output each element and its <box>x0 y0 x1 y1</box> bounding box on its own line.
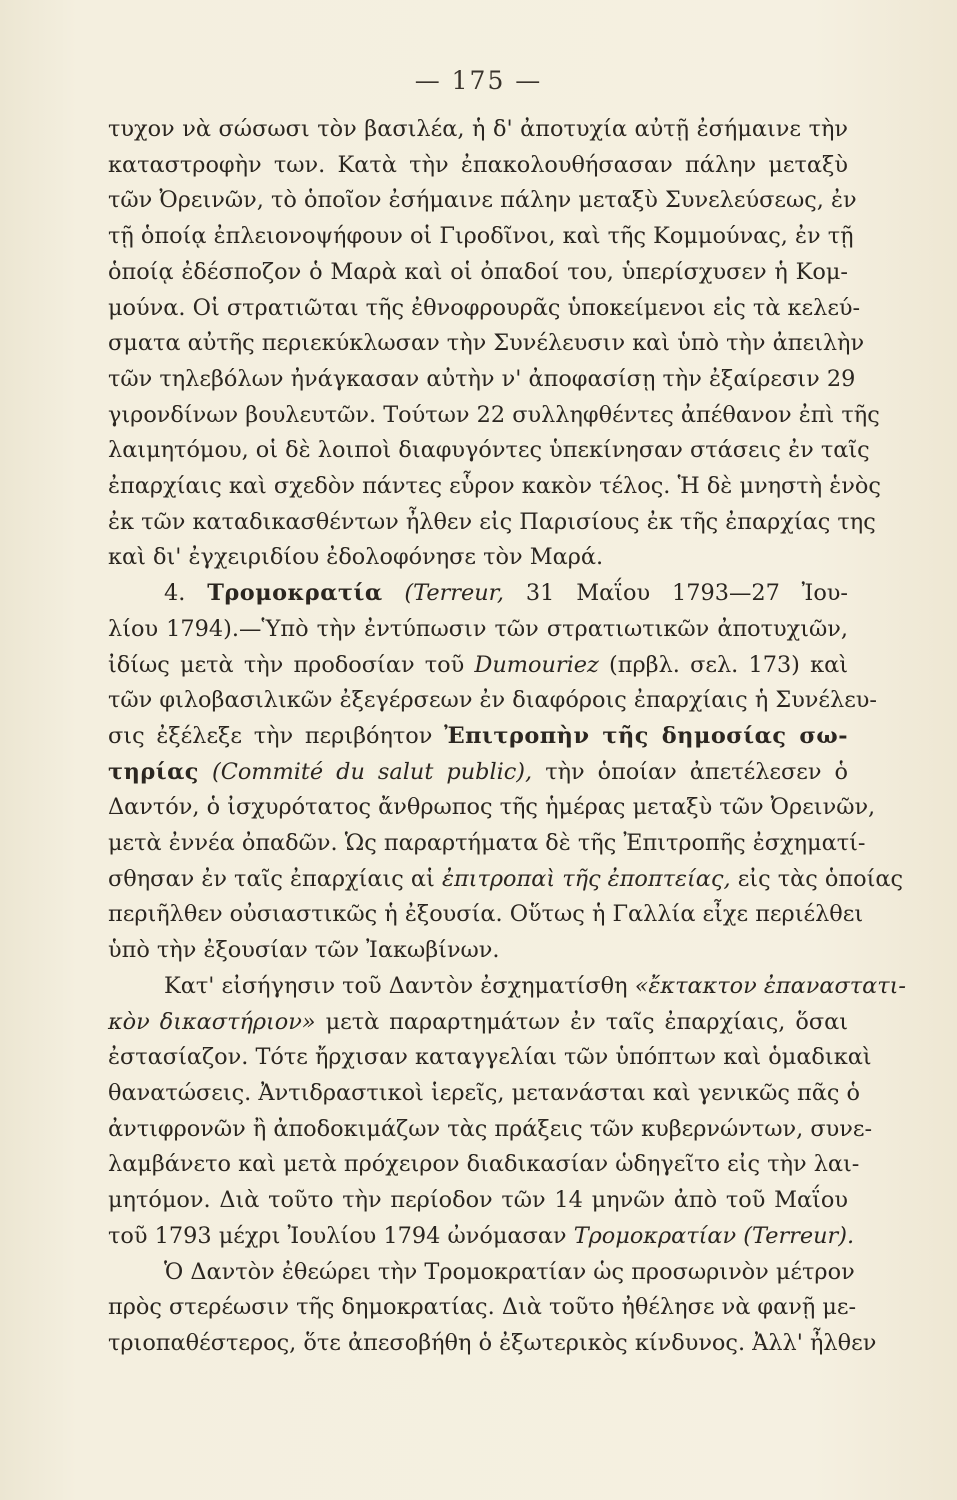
text-line: τῶν φιλοβασιλικῶν ἐξεγέρσεων ἐν διαφόροις ἐπαρχίαις ἡ Συνέλευ- <box>108 687 877 714</box>
text-line: περιῆλθεν οὐσιαστικῶς ἡ ἐξουσία. Οὕτως ἡ Γαλλία εἶχε περιέλθει <box>108 901 864 928</box>
committee-term: Ἐπιτροπὴν τῆς δημοσίας σω- <box>444 722 848 749</box>
text-segment: Κατ' εἰσήγησιν τοῦ Δαντὸν ἐσχηματίσθη <box>164 972 628 999</box>
text-segment: εἰς τὰς ὁποίας <box>737 865 904 892</box>
committee-term-end: τηρίας <box>108 758 199 785</box>
section-heading: Τρομοκρατία <box>207 580 383 607</box>
text-line: λαιμητόμου, οἱ δὲ λοιποὶ διαφυγόντες ὑπεκίνησαν στάσεις ἐν ταῖς <box>108 437 870 464</box>
text-line: τῶν τηλεβόλων ἠνάγκασαν αὐτὴν ν' ἀποφασίσῃ τὴν ἐξαίρεσιν 29 <box>108 365 856 392</box>
text-line: τυχον νὰ σώσωσι τὸν βασιλέα, ἡ δ' ἀποτυχία αὐτῇ ἐσήμαινε τὴν <box>108 116 848 142</box>
text-line: πρὸς στερέωσιν τῆς δημοκρατίας. Διὰ τοῦτο ἠθέλησε νὰ φανῇ με- <box>108 1294 857 1321</box>
text-segment: μετὰ παραρτημάτων ἐν ταῖς ἐπαρχίαις, ὅσαι <box>325 1008 848 1035</box>
committee-french: (Commité du salut public), <box>211 758 533 785</box>
section-dates: 31 Μαΐου 1793—27 Ἰου- <box>525 580 848 607</box>
text-segment: σις ἐξέλεξε τὴν περιβόητον <box>108 722 433 749</box>
text-segment: ἰδίως μετὰ τὴν προδοσίαν τοῦ <box>108 651 465 678</box>
text-line: τριοπαθέστερος, ὅτε ἀπεσοβήθη ὁ ἐξωτερικὸς κίνδυνος. Ἀλλ' ἦλθεν <box>108 1329 877 1356</box>
tribunal-term-end: κὸν δικαστήριον» <box>108 1008 316 1035</box>
terror-term: Τρομοκρατίαν (Terreur). <box>573 1222 855 1249</box>
tribunal-term: «ἔκτακτον ἐπαναστατι- <box>634 972 906 999</box>
text-segment: σθησαν ἐν ταῖς ἐπαρχίαις αἱ <box>108 865 435 892</box>
text-line: λαμβάνετο καὶ μετὰ πρόχειρον διαδικασίαν ὡδηγεῖτο εἰς τὴν λαι- <box>108 1151 860 1178</box>
text-line: ἐστασίαζον. Τότε ἤρχισαν καταγγελίαι τῶν ὑπόπτων καὶ ὁμαδικαὶ <box>108 1044 872 1071</box>
text-line: καὶ δι' ἐγχειριδίου ἐδολοφόνησε τὸν Μαρά. <box>108 544 604 571</box>
text-line: γιρονδίνων βουλευτῶν. Τούτων 22 συλληφθέντες ἀπέθανον ἐπὶ τῆς <box>108 401 880 428</box>
text-line: ἐκ τῶν καταδικασθέντων ἦλθεν εἰς Παρισίους ἐκ τῆς ἐπαρχίας της <box>108 508 876 535</box>
text-line <box>108 862 904 898</box>
section-marker: 4. <box>164 580 186 607</box>
text-line <box>108 719 848 755</box>
text-line: ἐπαρχίαις καὶ σχεδὸν πάντες εὗρον κακὸν τέλος. Ἡ δὲ μνηστὴ ἑνὸς <box>108 473 881 500</box>
text-line: ὑπὸ τὴν ἐξουσίαν τῶν Ἰακωβίνων. <box>108 937 500 964</box>
text-line: Ὁ Δαντὸν ἐθεώρει τὴν Τρομοκρατίαν ὡς προσωρινὸν μέτρον <box>164 1258 855 1285</box>
text-line: Δαντόν, ὁ ἰσχυρότατος ἄνθρωπος τῆς ἡμέρας μεταξὺ τῶν Ὀρεινῶν, <box>108 794 876 821</box>
body-text <box>108 112 906 1362</box>
text-segment: (πρβλ. σελ. 173) καὶ <box>609 651 848 678</box>
text-line: λίου 1794).—Ὑπὸ τὴν ἐντύπωσιν τῶν στρατιωτικῶν ἀποτυχιῶν, <box>108 615 848 642</box>
text-segment: τὴν ὁποίαν ἀπετέλεσεν ὁ <box>545 758 848 785</box>
section-heading-french: (Terreur, <box>404 580 505 607</box>
text-line: σματα αὐτῆς περιεκύκλωσαν τὴν Συνέλευσιν καὶ ὑπὸ τὴν ἀπειλὴν <box>108 330 865 357</box>
text-line: τῇ ὁποίᾳ ἐπλειονοψήφουν οἱ Γιροδῖνοι, καὶ τῆς Κομμούνας, ἐν τῇ <box>108 223 854 250</box>
text-line <box>108 969 906 1005</box>
epitropai-term: ἐπιτροπαὶ τῆς ἐποπτείας, <box>441 865 731 892</box>
text-line: μητόμον. Διὰ τοῦτο τὴν περίοδον τῶν 14 μηνῶν ἀπὸ τοῦ Μαΐου <box>108 1187 848 1214</box>
text-line: ἀντιφρονῶν ἢ ἀποδοκιμάζων τὰς πράξεις τῶν κυβερνώντων, συνε- <box>108 1115 873 1142</box>
section-heading-line <box>108 576 848 612</box>
text-line <box>108 648 848 684</box>
page-number: — 175 — <box>414 66 543 95</box>
text-line: μούνα. Οἱ στρατιῶται τῆς ἐθνοφρουρᾶς ὑποκείμενοι εἰς τὰ κελεύ- <box>108 294 861 321</box>
dumouriez-name: Dumouriez <box>474 651 599 678</box>
text-line: τῶν Ὀρεινῶν, τὸ ὁποῖον ἐσήμαινε πάλην μεταξὺ Συνελεύσεως, ἐν <box>108 187 857 214</box>
text-line <box>108 755 848 791</box>
text-line: θανατώσεις. Ἀντιδραστικοὶ ἱερεῖς, μετανάσται καὶ γενικῶς πᾶς ὁ <box>108 1079 860 1106</box>
text-line: ὁποίᾳ ἐδέσποζον ὁ Μαρὰ καὶ οἱ ὀπαδοί του, ὑπερίσχυσεν ἡ Κομ- <box>108 258 848 285</box>
text-segment: τοῦ 1793 μέχρι Ἰουλίου 1794 ὠνόμασαν <box>108 1222 567 1249</box>
text-line: μετὰ ἐννέα ὀπαδῶν. Ὡς παραρτήματα δὲ τῆς Ἐπιτροπῆς ἐσχηματί- <box>108 830 866 857</box>
text-line <box>108 1005 848 1041</box>
text-line: καταστροφὴν των. Κατὰ τὴν ἐπακολουθήσασαν πάλην μεταξὺ <box>108 151 848 178</box>
text-line <box>108 1219 855 1255</box>
